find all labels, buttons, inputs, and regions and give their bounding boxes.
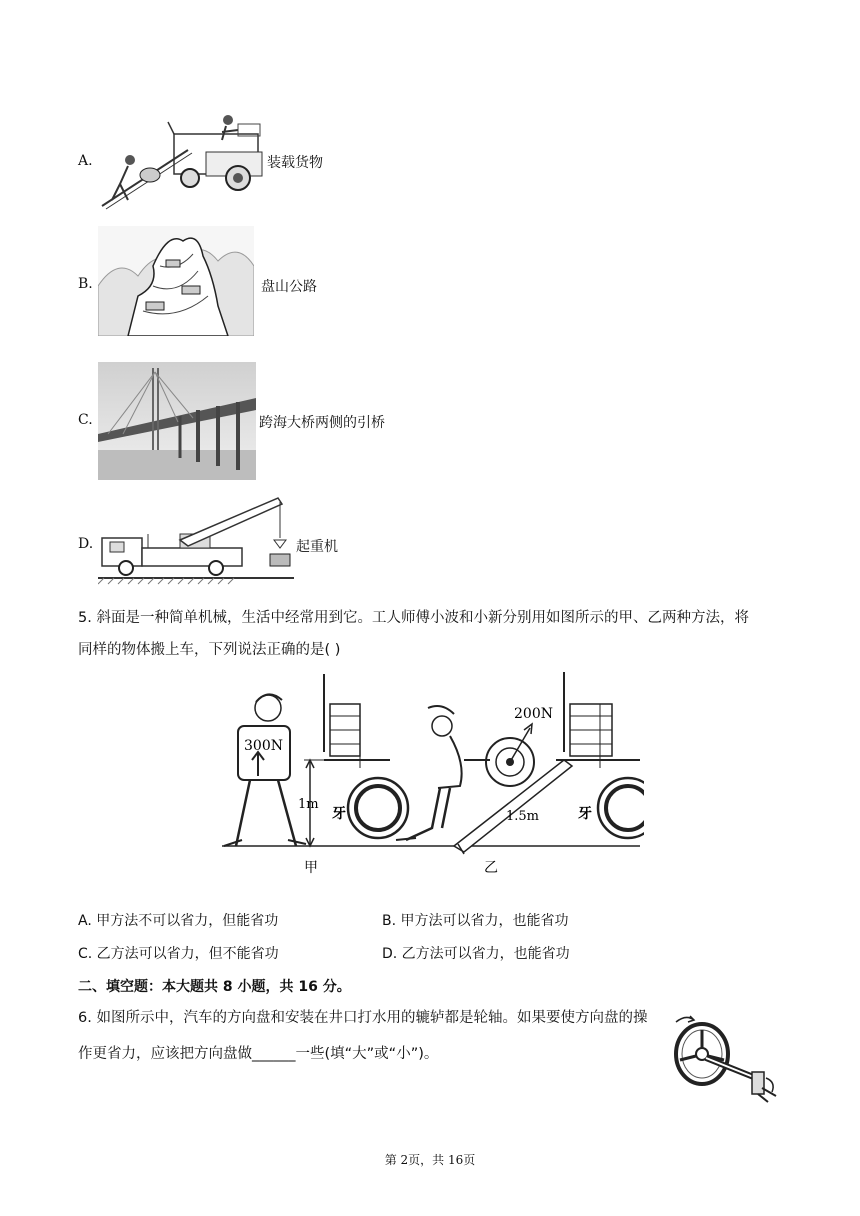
caption-yi: 乙 bbox=[484, 860, 498, 876]
svg-text:牙: 牙 bbox=[578, 806, 592, 822]
q5-line-2: 同样的物体搬上车，下列说法正确的是( ) bbox=[78, 642, 341, 658]
crane-truck-illustration bbox=[98, 494, 294, 588]
option-a-text: 装载货物 bbox=[267, 155, 323, 171]
choice-d[interactable]: D. 乙方法可以省力，也能省功 bbox=[382, 946, 570, 962]
q5-figure bbox=[220, 668, 644, 878]
option-c-text: 跨海大桥两侧的引桥 bbox=[259, 415, 385, 431]
steering-wheel-illustration bbox=[672, 1012, 784, 1106]
q6-line-1: 6. 如图所示中，汽车的方向盘和安装在井口打水用的辘轳都是轮轴。如果要使方向盘的操 bbox=[78, 1010, 648, 1026]
choice-a[interactable]: A. 甲方法不可以省力，但能省功 bbox=[78, 913, 279, 929]
force-left-label: 300N bbox=[244, 738, 283, 754]
svg-text:牙: 牙 bbox=[332, 806, 346, 822]
choice-b[interactable]: B. 甲方法可以省力，也能省功 bbox=[382, 913, 569, 929]
q6-line-2: 作更省力，应该把方向盘做______一些(填“大”或“小”)。 bbox=[78, 1046, 439, 1062]
section-title: 二、填空题：本大题共 8 小题，共 16 分。 bbox=[78, 979, 351, 995]
option-b-letter: B. bbox=[78, 276, 93, 292]
sea-bridge-photo bbox=[98, 362, 256, 480]
page-footer: 第 2页，共 16页 bbox=[384, 1153, 476, 1167]
choice-c[interactable]: C. 乙方法可以省力，但不能省功 bbox=[78, 946, 279, 962]
option-c-letter: C. bbox=[78, 412, 93, 428]
truck-left bbox=[324, 674, 408, 838]
force-right-label: 200N bbox=[514, 706, 553, 722]
option-a-letter: A. bbox=[78, 153, 93, 169]
mountain-road-illustration bbox=[98, 226, 254, 336]
option-d-text: 起重机 bbox=[296, 539, 338, 555]
caption-jia: 甲 bbox=[304, 860, 318, 876]
option-d-letter: D. bbox=[78, 536, 94, 552]
option-b-text: 盘山公路 bbox=[261, 279, 317, 295]
q5-line-1: 5. 斜面是一种简单机械，生活中经常用到它。工人师傅小波和小新分别用如图所示的甲、乙两种方法，将 bbox=[78, 610, 749, 626]
worker-lifting bbox=[224, 694, 306, 846]
truck-ramp-loading-illustration bbox=[98, 112, 264, 210]
height-label: 1m bbox=[298, 797, 319, 812]
length-label: 1.5m bbox=[506, 809, 540, 824]
truck-right bbox=[556, 672, 644, 838]
